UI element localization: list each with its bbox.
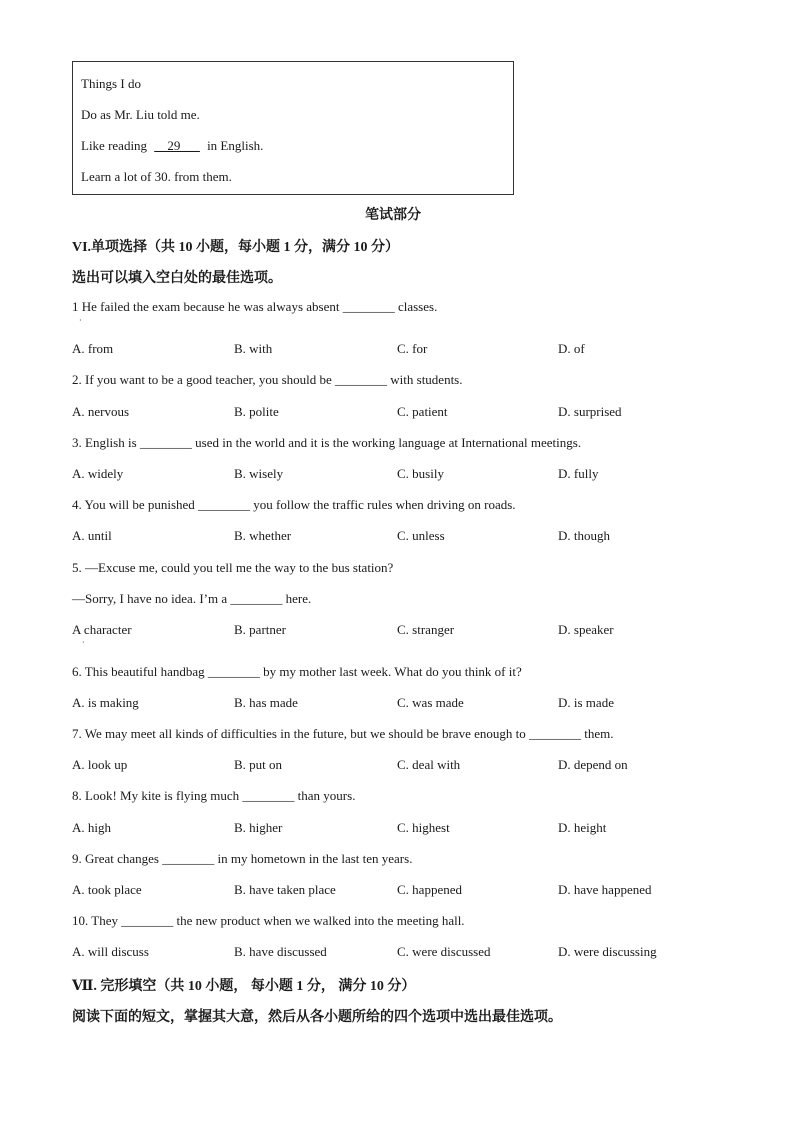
question-8-stem: 8. Look! My kite is flying much ________ than yours. — [72, 788, 356, 803]
q2-option-a: A. nervous — [72, 404, 130, 419]
written-part-title: 笔试部分 — [365, 208, 421, 223]
dot-mark: · — [82, 638, 85, 647]
q7-option-a: A. look up — [72, 757, 128, 772]
question-9-stem: 9. Great changes ________ in my hometown in the last ten years. — [72, 851, 413, 866]
section7-heading: Ⅶ. 完形填空（共 10 小题， 每小题 1 分， 满分 10 分） — [72, 979, 416, 994]
box-line-2: Do as Mr. Liu told me. — [81, 107, 200, 122]
box-line-3-post: in English. — [207, 138, 264, 153]
q5-option-c: C. stranger — [397, 622, 455, 637]
dot-mark: · — [79, 316, 82, 325]
q4-option-a: A. until — [72, 528, 112, 543]
q5-option-d: D. speaker — [558, 622, 614, 637]
q1-option-d: D. of — [558, 341, 585, 356]
question-6-stem: 6. This beautiful handbag ________ by my mother last week. What do you think of it? — [72, 664, 522, 679]
section7-instruction: 阅读下面的短文，掌握其大意，然后从各小题所给的四个选项中选出最佳选项。 — [72, 1010, 562, 1025]
q1-option-b: B. with — [234, 341, 273, 356]
q4-option-d: D. though — [558, 528, 610, 543]
question-1-stem: 1 He failed the exam because he was always absent ________ classes. — [72, 299, 438, 314]
q1-option-a: A. from — [72, 341, 114, 356]
q8-option-d: D. height — [558, 820, 607, 835]
box-line-1: Things I do — [81, 76, 141, 91]
q8-option-c: C. highest — [397, 820, 450, 835]
q1-option-c: C. for — [397, 341, 428, 356]
q7-option-d: D. depend on — [558, 757, 628, 772]
q9-option-c: C. happened — [397, 882, 462, 897]
q6-option-c: C. was made — [397, 695, 464, 710]
q9-option-a: A. took place — [72, 882, 142, 897]
q6-option-a: A. is making — [72, 695, 139, 710]
section6-heading: VI.单项选择（共 10 小题，每小题 1 分，满分 10 分） — [72, 240, 400, 255]
q6-option-b: B. has made — [234, 695, 298, 710]
q6-option-d: D. is made — [558, 695, 614, 710]
q2-option-d: D. surprised — [558, 404, 622, 419]
q2-option-c: C. patient — [397, 404, 448, 419]
q9-option-b: B. have taken place — [234, 882, 336, 897]
q4-option-c: C. unless — [397, 528, 445, 543]
q4-option-b: B. whether — [234, 528, 292, 543]
q10-option-b: B. have discussed — [234, 944, 327, 959]
q8-option-b: B. higher — [234, 820, 283, 835]
question-3-stem: 3. English is ________ used in the world and it is the working language at International meetings. — [72, 435, 582, 450]
q5-option-b: B. partner — [234, 622, 286, 637]
box-line-3 — [81, 138, 263, 154]
q10-option-d: D. were discussing — [558, 944, 657, 959]
question-4-stem: 4. You will be punished ________ you follow the traffic rules when driving on roads. — [72, 497, 516, 512]
blank-29: __29___ — [154, 138, 200, 153]
question-5-stem: 5. —Excuse me, could you tell me the way to the bus station? — [72, 560, 394, 575]
box-line-4: Learn a lot of 30. from them. — [81, 169, 232, 184]
question-7-stem: 7. We may meet all kinds of difficulties in the future, but we should be brave enough to ________ them. — [72, 726, 614, 741]
q10-option-a: A. will discuss — [72, 944, 149, 959]
q10-option-c: C. were discussed — [397, 944, 491, 959]
q9-option-d: D. have happened — [558, 882, 652, 897]
q8-option-a: A. high — [72, 820, 111, 835]
q3-option-c: C. busily — [397, 466, 444, 481]
q7-option-b: B. put on — [234, 757, 283, 772]
q7-option-c: C. deal with — [397, 757, 461, 772]
q3-option-b: B. wisely — [234, 466, 284, 481]
question-5-stem-2: —Sorry, I have no idea. I’m a ________ here. — [72, 591, 312, 606]
box-line-3-pre: Like reading — [81, 138, 148, 153]
question-2-stem: 2. If you want to be a good teacher, you should be ________ with students. — [72, 372, 463, 387]
q3-option-d: D. fully — [558, 466, 599, 481]
section6-instruction: 选出可以填入空白处的最佳选项。 — [72, 271, 282, 286]
notes-box — [72, 61, 514, 195]
question-10-stem: 10. They ________ the new product when we walked into the meeting hall. — [72, 913, 465, 928]
q3-option-a: A. widely — [72, 466, 124, 481]
q5-option-a: A character — [72, 622, 132, 637]
q2-option-b: B. polite — [234, 404, 279, 419]
